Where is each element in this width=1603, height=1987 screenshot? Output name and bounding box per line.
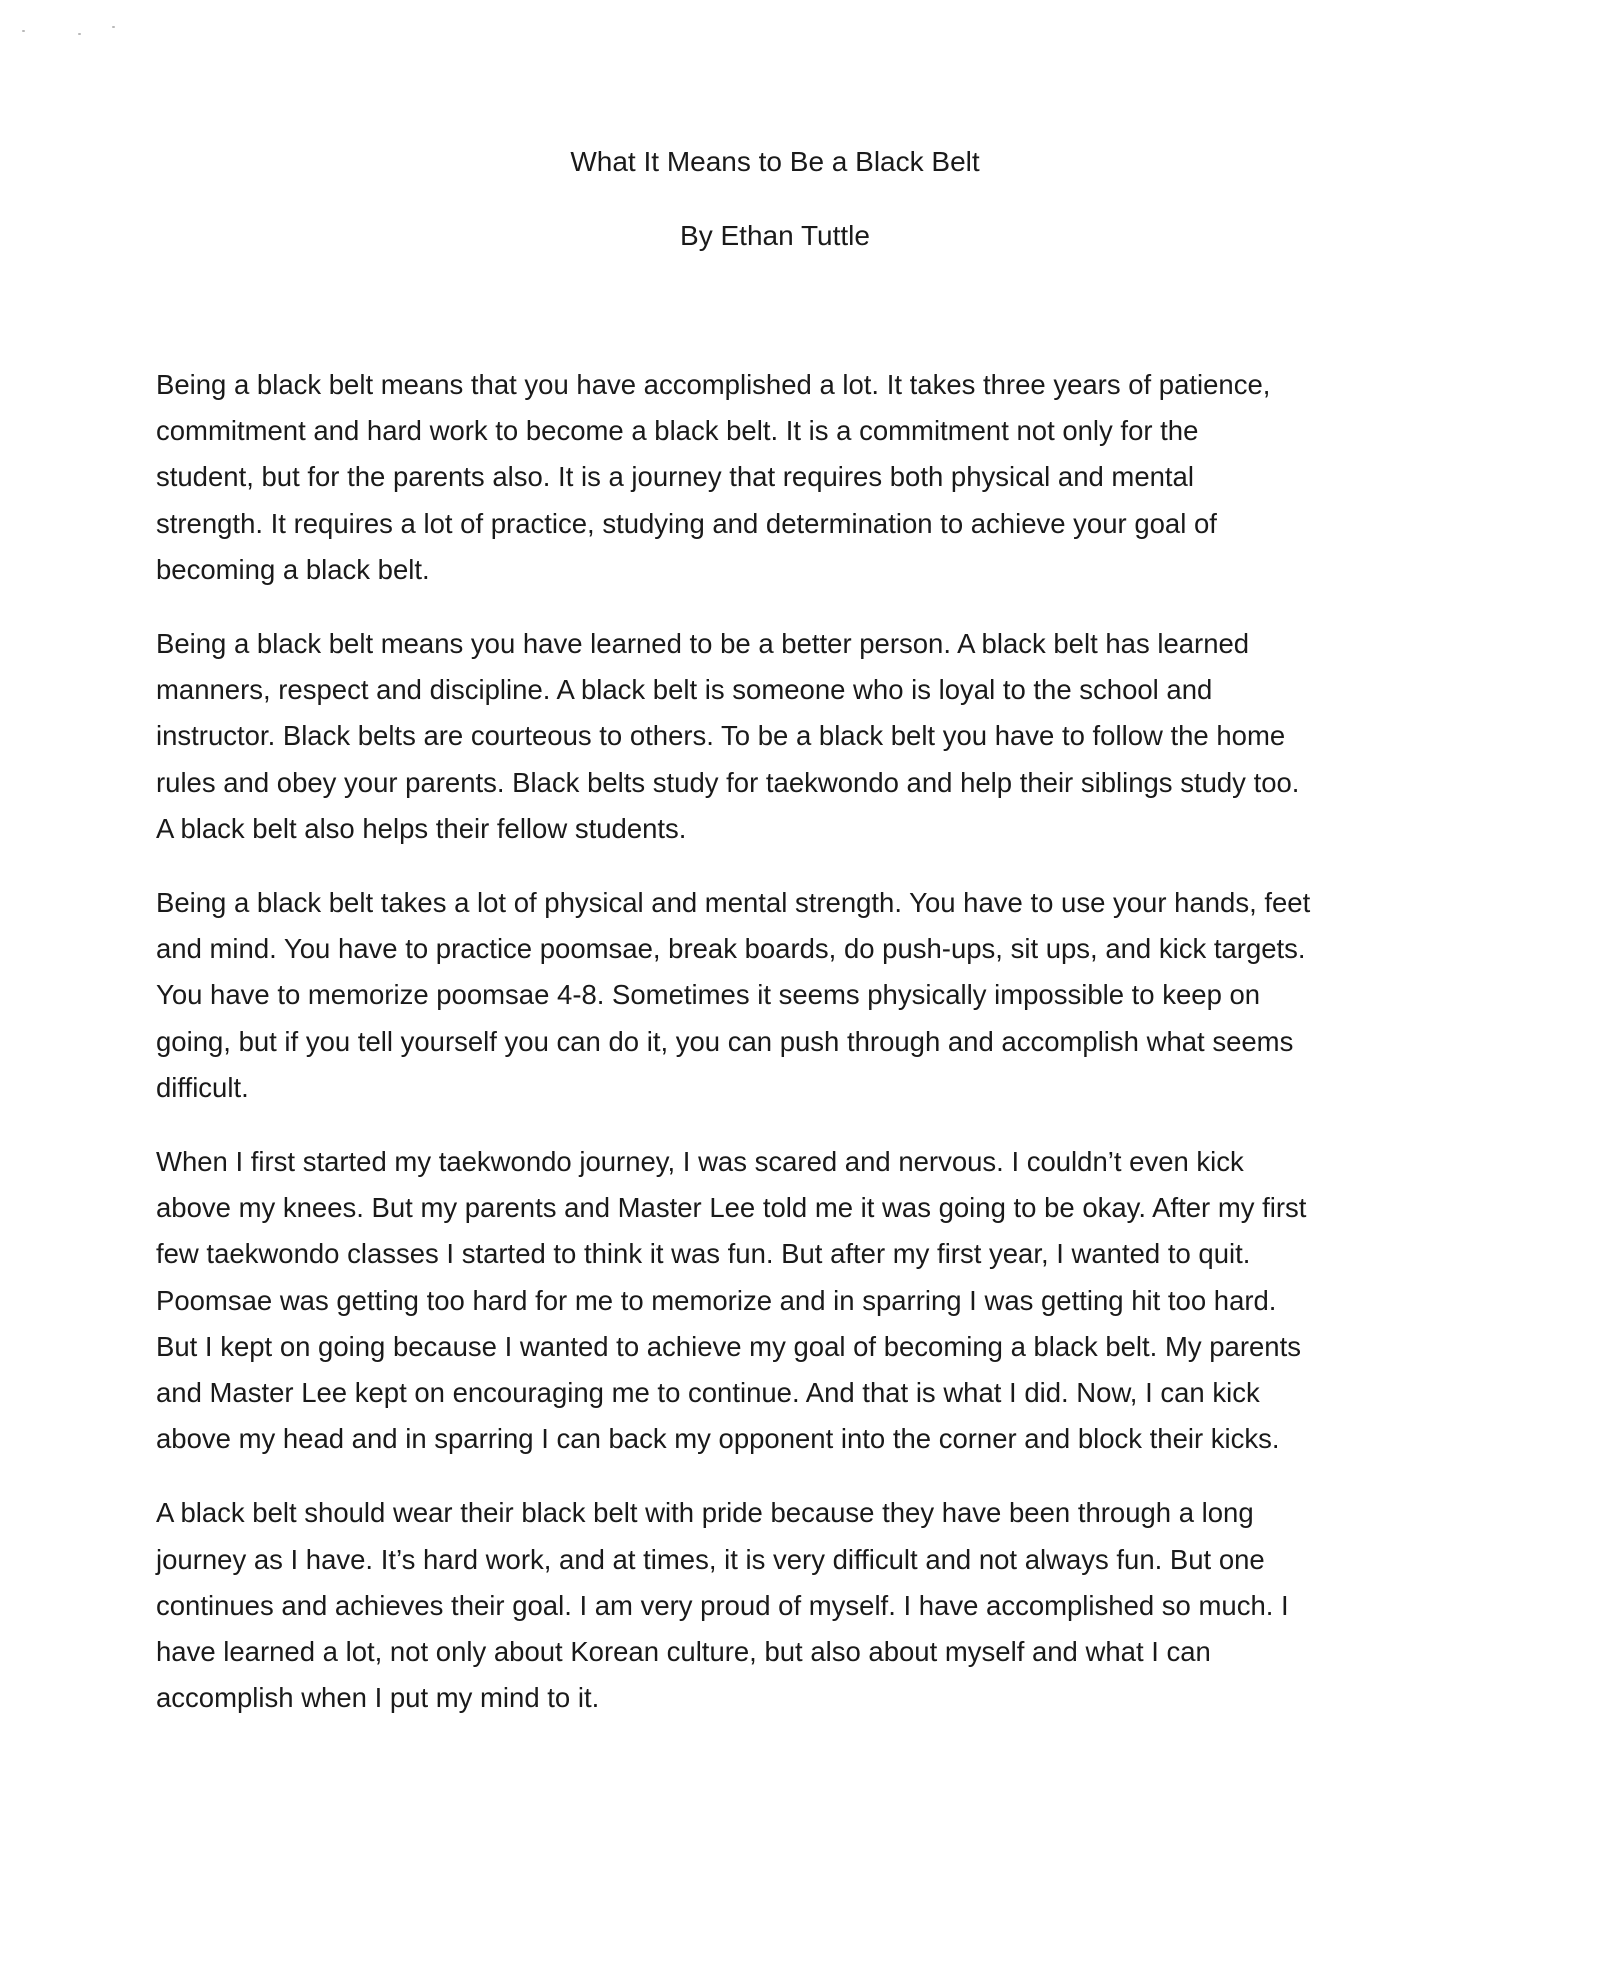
text-line: few taekwondo classes I started to think it was fun. But after my first year, I wanted to quit. [156,1238,1251,1270]
text-line: But I kept on going because I wanted to achieve my goal of becoming a black belt. My parents [156,1330,1301,1362]
text-line: A black belt also helps their fellow students. [156,812,687,844]
text-line: Being a black belt means that you have accomplished a lot. It takes three years of patience, [156,369,1271,400]
scan-speck [22,30,25,32]
paragraph-4 [156,1139,1456,1462]
text-line: going, but if you tell yourself you can do it, you can push through and accomplish what seems [156,1025,1294,1057]
text-line: commitment and hard work to become a black belt. It is a commitment not only for the [156,415,1199,447]
paragraph-2 [156,621,1456,852]
text-line: You have to memorize poomsae 4-8. Sometimes it seems physically impossible to keep on [156,979,1261,1011]
text-line: continues and achieves their goal. I am very proud of myself. I have accomplished so much. I [156,1589,1289,1621]
text-line: Poomsae was getting too hard for me to memorize and in sparring I was getting hit too hard. [156,1284,1277,1316]
text-line: manners, respect and discipline. A black belt is someone who is loyal to the school and [156,674,1213,706]
text-line: above my head and in sparring I can back my opponent into the corner and block their kicks. [156,1423,1280,1455]
text-line: and Master Lee kept on encouraging me to continue. And that is what I did. Now, I can kick [156,1377,1260,1409]
text-line: When I first started my taekwondo journey, I was scared and nervous. I couldn’t even kick [156,1146,1244,1178]
text-line: becoming a black belt. [156,553,430,585]
text-line: rules and obey your parents. Black belts study for taekwondo and help their siblings study too. [156,766,1300,798]
paragraph-3 [156,880,1456,1111]
text-line: journey as I have. It’s hard work, and at times, it is very difficult and not always fun. But one [156,1543,1265,1575]
text-line: difficult. [156,1071,249,1103]
text-line: have learned a lot, not only about Korean culture, but also about myself and what I can [156,1636,1211,1668]
text-line: above my knees. But my parents and Master Lee told me it was going to be okay. After my first [156,1192,1307,1224]
paragraph-5 [156,1490,1456,1721]
text-line: Being a black belt means you have learned to be a better person. A black belt has learned [156,628,1250,660]
essay-body [156,362,1456,1749]
scan-speck [78,33,81,35]
text-line: and mind. You have to practice poomsae, break boards, do push-ups, sit ups, and kick targets. [156,933,1306,965]
text-line: A black belt should wear their black belt with pride because they have been through a long [156,1497,1254,1529]
scan-speck [112,26,115,28]
text-line: student, but for the parents also. It is a journey that requires both physical and mental [156,461,1194,493]
text-line: strength. It requires a lot of practice, studying and determination to achieve your goal of [156,507,1217,539]
paragraph-1 [156,362,1456,593]
document-author: By Ethan Tuttle [680,220,870,251]
text-line: Being a black belt takes a lot of physical and mental strength. You have to use your hands, feet [156,887,1311,919]
text-line: instructor. Black belts are courteous to others. To be a black belt you have to follow the home [156,720,1286,752]
document-title: What It Means to Be a Black Belt [570,146,980,177]
text-line: accomplish when I put my mind to it. [156,1682,600,1714]
